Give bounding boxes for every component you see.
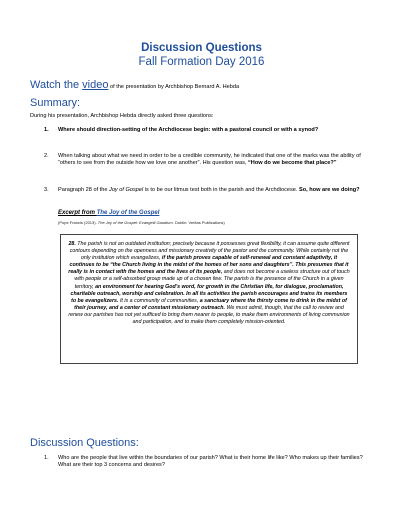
discussion-heading: Discussion Questions: xyxy=(30,437,139,449)
question-text-plain: When talking about what we need in order to be a credible community, he indicated that one of the marks was the ability of “others to see from the outside how we love one another”. His question was, xyxy=(58,153,361,167)
question-number: 2. xyxy=(44,153,49,159)
video-link[interactable]: video xyxy=(82,79,109,91)
question-text-bold: So, how are we doing? xyxy=(299,187,360,193)
question-text xyxy=(58,187,370,194)
question-number: 3. xyxy=(44,187,49,193)
question-text: Where should direction-setting of the Archdiocese begin: with a pastoral council or with a synod? xyxy=(58,127,319,133)
summary-intro: During his presentation, Archbishop Hebda directly asked three questions: xyxy=(30,113,214,119)
watch-line xyxy=(30,79,239,91)
quote-segment: It is a community of communities, xyxy=(118,297,200,304)
quote-emphasis: a sanctuary where the thirsty come to drink in the midst of their journey, and a center of constant missionary outreach. xyxy=(74,297,347,311)
page-title: Discussion Questions xyxy=(141,42,262,54)
watch-suffix: of the presentation by Archbishop Bernard A. Hebda xyxy=(108,84,240,90)
citation-part-b: Dublin: Veritas Publications) xyxy=(173,220,225,225)
quote-segment: and does not become a useless structure out of touch with people or a self-absorbed group made up of a chosen few. The parish is the presence of the Church in a given territory, xyxy=(74,269,350,290)
excerpt-citation xyxy=(58,220,225,225)
quote-box xyxy=(60,234,358,364)
paragraph-number: 28. xyxy=(68,241,76,247)
quote-segment: We must admit, though, that the call to review and renew our parishes has not yet sufficed to bring them nearer to people, to make them environments of living communion and participation, and to make them completely mission-oriented. xyxy=(68,304,350,326)
question-number: 1. xyxy=(44,127,49,133)
question-text: Who are the people that live within the boundaries of our parish? What is their home life like? Who makes up their families? What are their top 3 concerns and desires? xyxy=(58,455,363,469)
summary-heading: Summary: xyxy=(30,97,81,109)
question-text-bold: “How do we become that place?” xyxy=(247,160,337,167)
excerpt-heading xyxy=(58,210,159,216)
question-number: 1. xyxy=(44,455,49,461)
question-text xyxy=(58,153,370,168)
question-text-plain-a: Paragraph 28 of the xyxy=(58,187,110,193)
citation-part-a: (Pope Francis (2013). xyxy=(58,220,98,225)
quote-emphasis: an environment for hearing God’s word, for growth in the Christian life, for dialogue, proclamation, charitable outreach, worship and celebration. In all its activities the parish encourages and trains its members to be evangelizers. xyxy=(70,283,348,304)
watch-prefix: Watch the xyxy=(30,79,83,91)
joy-of-gospel-link[interactable]: The Joy of the Gospel xyxy=(96,210,160,216)
quote-emphasis: if the parish proves capable of self-renewal and constant adaptivity, it continues to be “the Church living in the midst of the homes of her sons and daughters”. This presumes that it really is in contact with the homes and the lives of its people, xyxy=(68,255,349,276)
page-subtitle: Fall Formation Day 2016 xyxy=(138,56,265,68)
question-text-plain-b: is to be our litmus test both in the parish and the Archdiocese. xyxy=(143,187,299,193)
quote-segment: The parish is not an outdated institution; precisely because it possesses great flexibility, it can assume quite different contours depending on the openness and missionary creativity of the pastor and the community. While certainly not the only institution which evangelizes, xyxy=(69,241,350,262)
excerpt-label: Excerpt from xyxy=(58,210,97,216)
question-text-italic: Joy of Gospel xyxy=(109,187,144,193)
citation-title: The Joy of the Gospel: Evangelii Gaudium. xyxy=(97,220,174,225)
